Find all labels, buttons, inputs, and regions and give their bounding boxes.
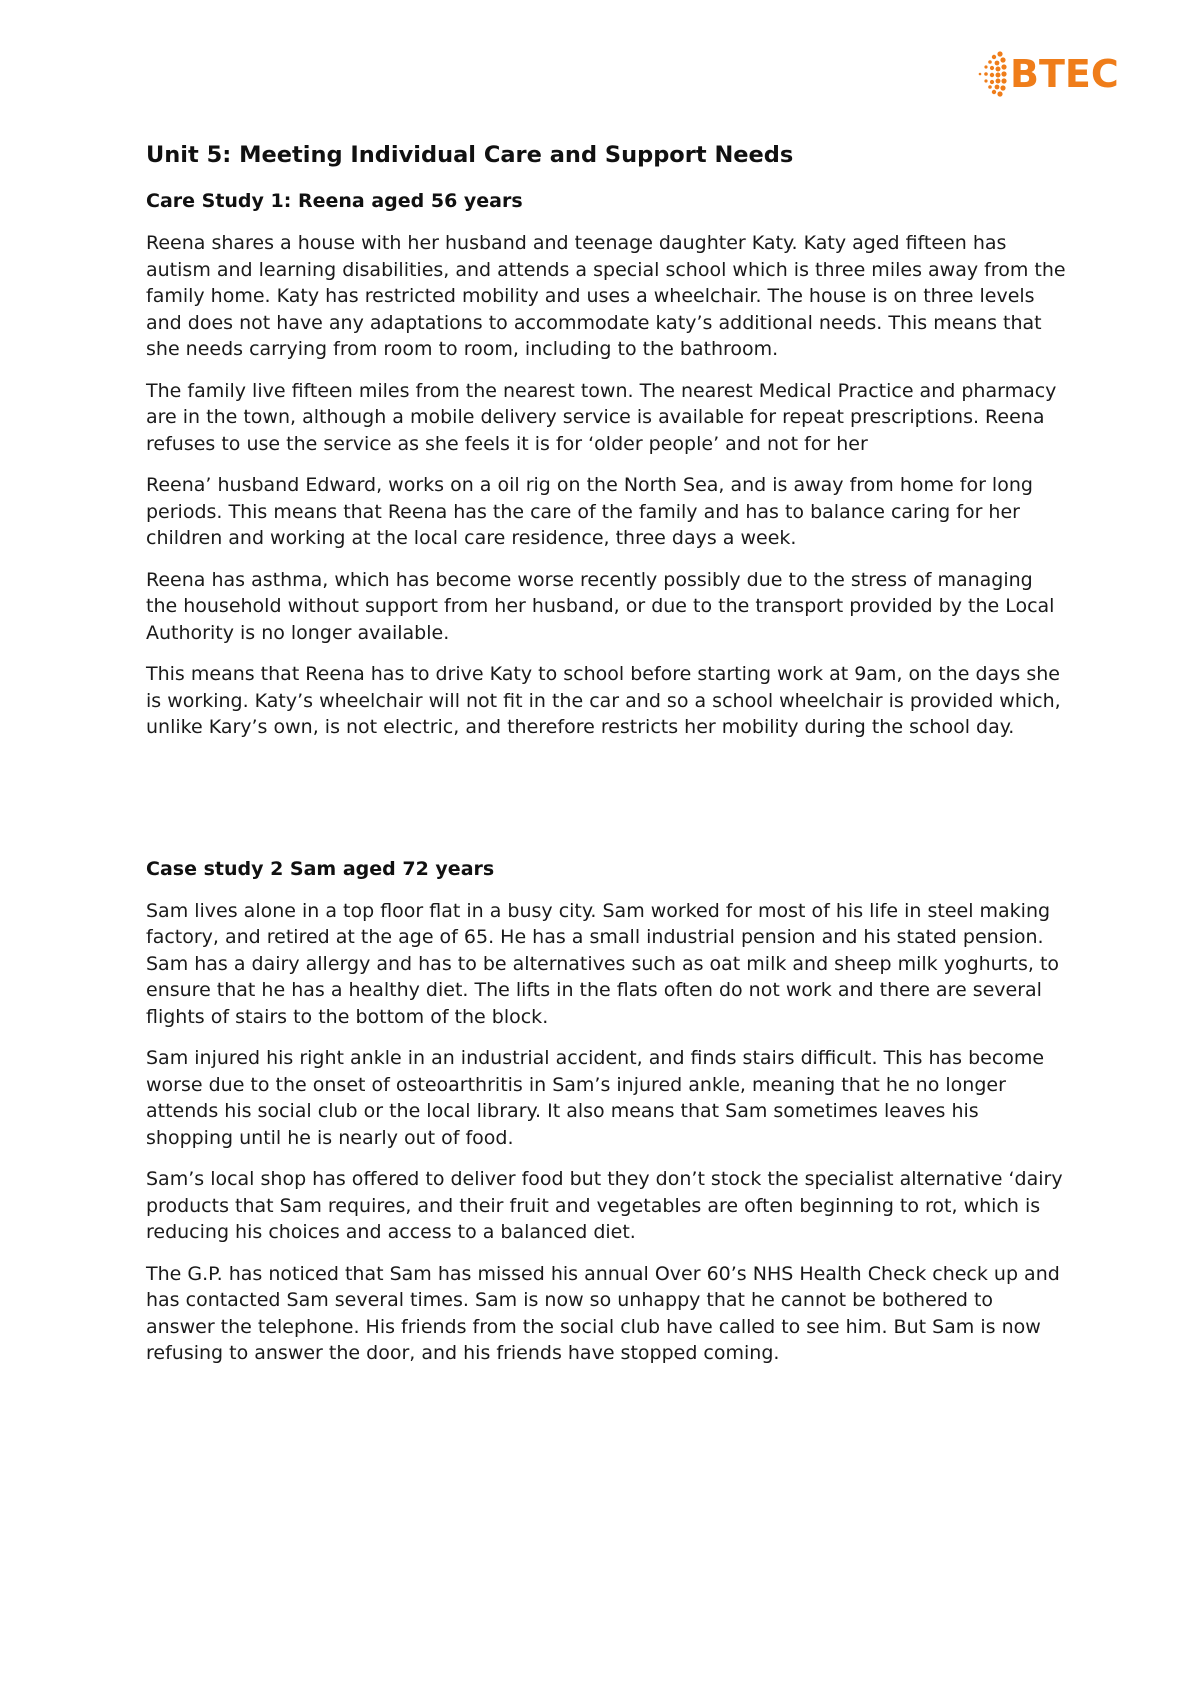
study-2-paragraph: The G.P. has noticed that Sam has missed his annual Over 60’s NHS Health Check check up and has contacted Sam several times. Sam is now so unhappy that he cannot be bothered to answer the telephone. His friends from the social club have called to see him. But Sam is now refusing to answer the door, and his friends have stopped coming. [146,1262,1060,1364]
study-2-paragraph: Sam lives alone in a top floor flat in a busy city. Sam worked for most of his life in steel making factory, and retired at the age of 65. He has a small industrial pension and his stated pension. Sam has a dairy allergy and has to be alternatives such as oat milk and sheep milk yoghurts, to ensure that he has a healthy diet. The lifts in the flats often do not work and there are several flights of stairs to the bottom of the block. [146,899,1060,1028]
study-1-paragraph: Reena has asthma, which has become worse recently possibly due to the stress of managing the household without support from her husband, or due to the transport provided by the Local Authority is no longer available. [146,568,1055,644]
logo-text: BTEC [1010,52,1119,96]
btec-logo [970,50,1130,98]
document-page [146,140,1066,1382]
section-spacer [146,756,1066,856]
study-1-paragraph: The family live fifteen miles from the nearest town. The nearest Medical Practice and pharmacy are in the town, although a mobile delivery service is available for repeat prescriptions. Reena refuses to use the service as she feels it is for ‘older people’ and not for her [146,379,1057,455]
page-title: Unit 5: Meeting Individual Care and Support Needs [146,142,794,168]
study-1-paragraph: Reena’ husband Edward, works on a oil rig on the North Sea, and is away from home for long periods. This means that Reena has the care of the family and has to balance caring for her children and working at the local care residence, three days a week. [146,474,1033,549]
study-2-heading: Case study 2 Sam aged 72 years [146,857,495,880]
study-2-paragraph: Sam injured his right ankle in an industrial accident, and finds stairs difficult. This has become worse due to the onset of osteoarthritis in Sam’s injured ankle, meaning that he no longer attends his social club or the local library. It also means that Sam sometimes leaves his shopping until he is nearly out of food. [146,1047,1045,1149]
study-1-paragraph: Reena shares a house with her husband and teenage daughter Katy. Katy aged fifteen has autism and learning disabilities, and attends a special school which is three miles away from the family home. Katy has restricted mobility and uses a wheelchair. The house is on three levels and does not have any adaptations to accommodate katy’s additional needs. This means that she needs carrying from room to room, including to the bathroom. [146,232,1066,360]
study-1-heading: Care Study 1: Reena aged 56 years [146,190,523,212]
study-2-paragraph: Sam’s local shop has offered to deliver food but they don’t stock the specialist alternative ‘dairy products that Sam requires, and their fruit and vegetables are often beginning to rot, which is reducing his choices and access to a balanced diet. [146,1168,1063,1243]
btec-dots-logo-icon [970,50,1010,98]
study-1-paragraph: This means that Reena has to drive Katy to school before starting work at 9am, on the days she is working. Katy’s wheelchair will not fit in the car and so a school wheelchair is provided which, unlike Kary’s own, is not electric, and therefore restricts her mobility during the school day. [146,663,1061,738]
care-study-1 [146,188,1066,741]
case-study-2 [146,856,1066,1367]
